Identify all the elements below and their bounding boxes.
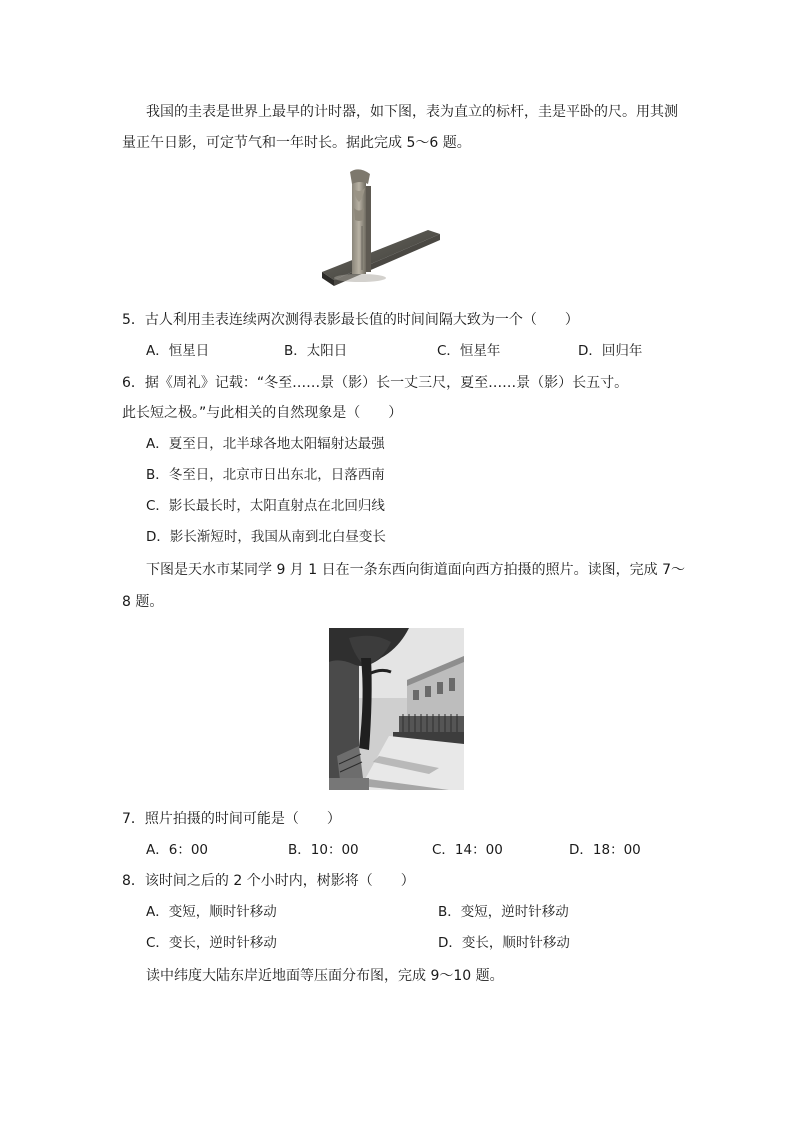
q7-stem: 7．照片拍摄的时间可能是（ ） [122,811,341,827]
intro-5-6-line2: 量正午日影，可定节气和一年时长。据此完成 5～6 题。 [122,135,471,151]
q6-option-a[interactable]: A．夏至日，北半球各地太阳辐射达最强 [146,436,385,452]
intro-7-8-line2: 8 题。 [122,594,164,610]
q6-stem-line1: 6．据《周礼》记载：“冬至……景（影）长一丈三尺，夏至……景（影）长五寸。 [122,375,629,391]
q8-option-b[interactable]: B．变短，逆时针移动 [438,904,569,920]
q8-option-a[interactable]: A．变短，顺时针移动 [146,904,277,920]
street-photo [329,628,464,790]
q5-option-b[interactable]: B．太阳日 [284,343,348,359]
q6-stem-line2: 此长短之极。”与此相关的自然现象是（ ） [122,405,403,421]
q5-option-d[interactable]: D．回归年 [578,343,643,359]
q6-option-d[interactable]: D．影长渐短时，我国从南到北白昼变长 [146,529,386,545]
intro-5-6-line1: 我国的圭表是世界上最早的计时器，如下图，表为直立的标杆，圭是平卧的尺。用其测 [146,104,678,120]
q6-option-b[interactable]: B．冬至日，北京市日出东北，日落西南 [146,467,385,483]
intro-7-8-line1: 下图是天水市某同学 9 月 1 日在一条东西向街道面向西方拍摄的照片。读图，完成 7～ [146,562,685,578]
q5-option-c[interactable]: C．恒星年 [437,343,501,359]
gnomon-photo [320,168,442,296]
q5-stem: 5．古人利用圭表连续两次测得表影最长值的时间间隔大致为一个（ ） [122,312,579,328]
q7-option-d[interactable]: D．18：00 [569,842,641,858]
q7-option-a[interactable]: A．6：00 [146,842,209,858]
q8-option-d[interactable]: D．变长，顺时针移动 [438,935,570,951]
q7-option-b[interactable]: B．10：00 [288,842,359,858]
intro-9-10-line1: 读中纬度大陆东岸近地面等压面分布图，完成 9～10 题。 [146,968,504,984]
q6-option-c[interactable]: C．影长最长时，太阳直射点在北回归线 [146,498,385,514]
q7-option-c[interactable]: C．14：00 [432,842,503,858]
q8-option-c[interactable]: C．变长，逆时针移动 [146,935,277,951]
q5-option-a[interactable]: A．恒星日 [146,343,210,359]
q8-stem: 8．该时间之后的 2 个小时内，树影将（ ） [122,873,415,889]
